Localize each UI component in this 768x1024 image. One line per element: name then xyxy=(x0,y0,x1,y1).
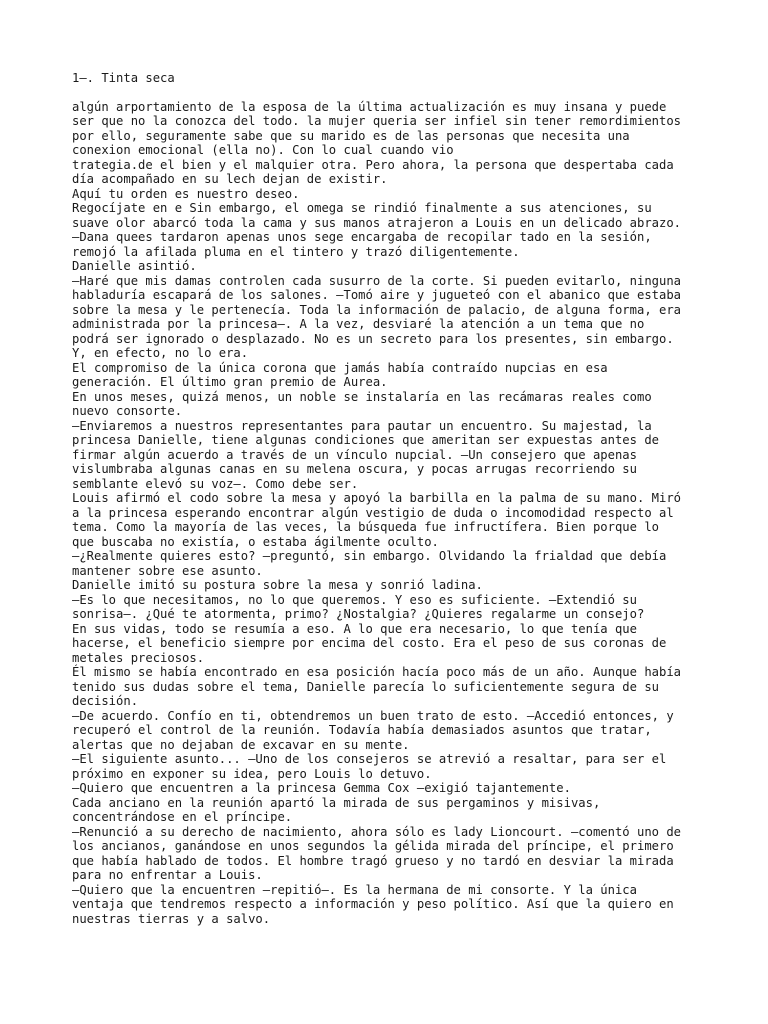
text-line: —Es lo que necesitamos, no lo que queremos. Y eso es suficiente. —Extendió su xyxy=(72,592,637,607)
text-line: día acompañado en su lech dejan de existir. xyxy=(72,172,388,186)
text-line: Regocíjate en e Sin embargo, el omega se rindió finalmente a sus atenciones, su xyxy=(72,201,652,215)
text-line: tenido sus dudas sobre el tema, Danielle parecía lo suficientemente segura de su xyxy=(72,679,659,694)
text-line: En sus vidas, todo se resumía a eso. A lo que era necesario, lo que tenía que xyxy=(72,621,637,636)
text-line: decisión. xyxy=(72,694,139,708)
text-line: mantener sobre ese asunto. xyxy=(72,563,263,578)
text-line: —Enviaremos a nuestros representantes para pautar un encuentro. Su majestad, la xyxy=(72,418,652,433)
text-line: nuestras tierras y a salvo. xyxy=(72,911,271,926)
chapter-title: 1—. Tinta seca xyxy=(72,71,175,85)
text-line: conexion emocional (ella no). Con lo cual cuando vio xyxy=(72,143,454,157)
text-line: —Renunció a su derecho de nacimiento, ahora sólo es lady Lioncourt. —comentó uno de xyxy=(72,824,682,839)
text-line: Danielle imitó su postura sobre la mesa y sonrió ladina. xyxy=(72,578,483,592)
text-line: firmar algún acuerdo a través de un vínculo nupcial. —Un consejero que apenas xyxy=(72,447,637,462)
text-line: próximo en exponer su idea, pero Louis lo detuvo. xyxy=(72,766,432,781)
text-line: a la princesa esperando encontrar algún vestigio de duda o incomodidad respecto al xyxy=(72,505,674,520)
text-line: Aquí tu orden es nuestro deseo. xyxy=(72,186,300,201)
text-line: —El siguiente asunto... —Uno de los consejeros se atrevió a resaltar, para ser el xyxy=(72,752,667,766)
text-line: trategia.de el bien y el malquier otra. Pero ahora, la persona que despertaba cada xyxy=(72,157,674,172)
text-line: sonrisa—. ¿Qué te atormenta, primo? ¿Nostalgia? ¿Quieres regalarme un consejo? xyxy=(72,607,645,621)
text-line: podrá ser ignorado o desplazado. No es un secreto para los presentes, sin embargo. xyxy=(72,331,674,346)
text-line: Cada anciano en la reunión apartó la mirada de sus pergaminos y misivas, xyxy=(72,795,601,810)
text-line: Y, en efecto, no lo era. xyxy=(72,346,249,360)
text-line: los ancianos, ganándose en unos segundos la gélida mirada del príncipe, el primero xyxy=(72,839,674,853)
text-line: Danielle asintió. xyxy=(72,259,197,273)
text-line: que había hablado de todos. El hombre tragó grueso y no tardó en desviar la mirada xyxy=(72,853,674,868)
text-line: concentrándose en el príncipe. xyxy=(72,810,293,824)
text-line: ser que no la conozca del todo. la mujer queria ser infiel sin tener remordimientos xyxy=(72,114,682,128)
text-line: —Dana quees tardaron apenas unos sege encargaba de recopilar tado en la sesión, xyxy=(72,230,652,244)
text-line: Louis afirmó el codo sobre la mesa y apoyó la barbilla en la palma de su mano. Miró xyxy=(72,491,682,505)
text-line: ventaja que tendremos respecto a información y peso político. Así que la quiero en xyxy=(72,897,674,911)
text-line: —¿Realmente quieres esto? —preguntó, sin embargo. Olvidando la frialdad que debía xyxy=(72,549,667,563)
text-line: generación. El último gran premio de Aurea. xyxy=(72,375,388,389)
text-line: princesa Danielle, tiene algunas condiciones que ameritan ser expuestas antes de xyxy=(72,433,659,447)
text-line: para no enfrentar a Louis. xyxy=(72,868,263,882)
text-line: habladuría escapará de los salones. —Tomó aire y jugueteó con el abanico que estaba xyxy=(72,288,682,302)
text-line: nuevo consorte. xyxy=(72,404,183,418)
text-line: vislumbraba algunas canas en su melena oscura, y pocas arrugas recorriendo su xyxy=(72,462,637,476)
document-body xyxy=(72,100,692,927)
text-line: que buscaba no existía, o estaba ágilmente oculto. xyxy=(72,534,439,549)
text-line: administrada por la princesa—. A la vez, desviaré la atención a un tema que no xyxy=(72,317,645,331)
text-line: El compromiso de la única corona que jamás había contraído nupcias en esa xyxy=(72,360,608,375)
text-line: —Quiero que encuentren a la princesa Gemma Cox —exigió tajantemente. xyxy=(72,781,571,795)
text-line: sobre la mesa y le pertenecía. Toda la información de palacio, de alguna forma, era xyxy=(72,302,682,317)
text-line: alertas que no dejaban de excavar en su mente. xyxy=(72,737,410,752)
text-line: —Haré que mis damas controlen cada susurro de la corte. Si pueden evitarlo, ninguna xyxy=(72,273,682,288)
text-line: —Quiero que la encuentren —repitió—. Es la hermana de mi consorte. Y la única xyxy=(72,882,637,897)
text-line: algún arportamiento de la esposa de la última actualización es muy insana y puede xyxy=(72,99,667,114)
text-line: Él mismo se había encontrado en esa posición hacía poco más de un año. Aunque había xyxy=(72,665,682,679)
text-line: metales preciosos. xyxy=(72,650,205,665)
document-page xyxy=(72,71,692,926)
text-line: remojó la afilada pluma en el tintero y trazó diligentemente. xyxy=(72,244,520,259)
text-line: hacerse, el beneficio siempre por encima del costo. Era el peso de sus coronas de xyxy=(72,636,667,650)
text-line: semblante elevó su voz—. Como debe ser. xyxy=(72,476,359,491)
text-line: por ello, seguramente sabe que su marido es de las personas que necesita una xyxy=(72,128,630,143)
text-line: tema. Como la mayoría de las veces, la búsqueda fue infructífera. Bien porque lo xyxy=(72,520,659,534)
text-line: —De acuerdo. Confío en ti, obtendremos un buen trato de esto. —Accedió entonces, y xyxy=(72,708,674,723)
text-line: recuperó el control de la reunión. Todavía había demasiados asuntos que tratar, xyxy=(72,723,652,737)
text-line: En unos meses, quizá menos, un noble se instalaría en las recámaras reales como xyxy=(72,389,652,404)
text-line: suave olor abarcó toda la cama y sus manos atrajeron a Louis en un delicado abrazo. xyxy=(72,215,682,230)
